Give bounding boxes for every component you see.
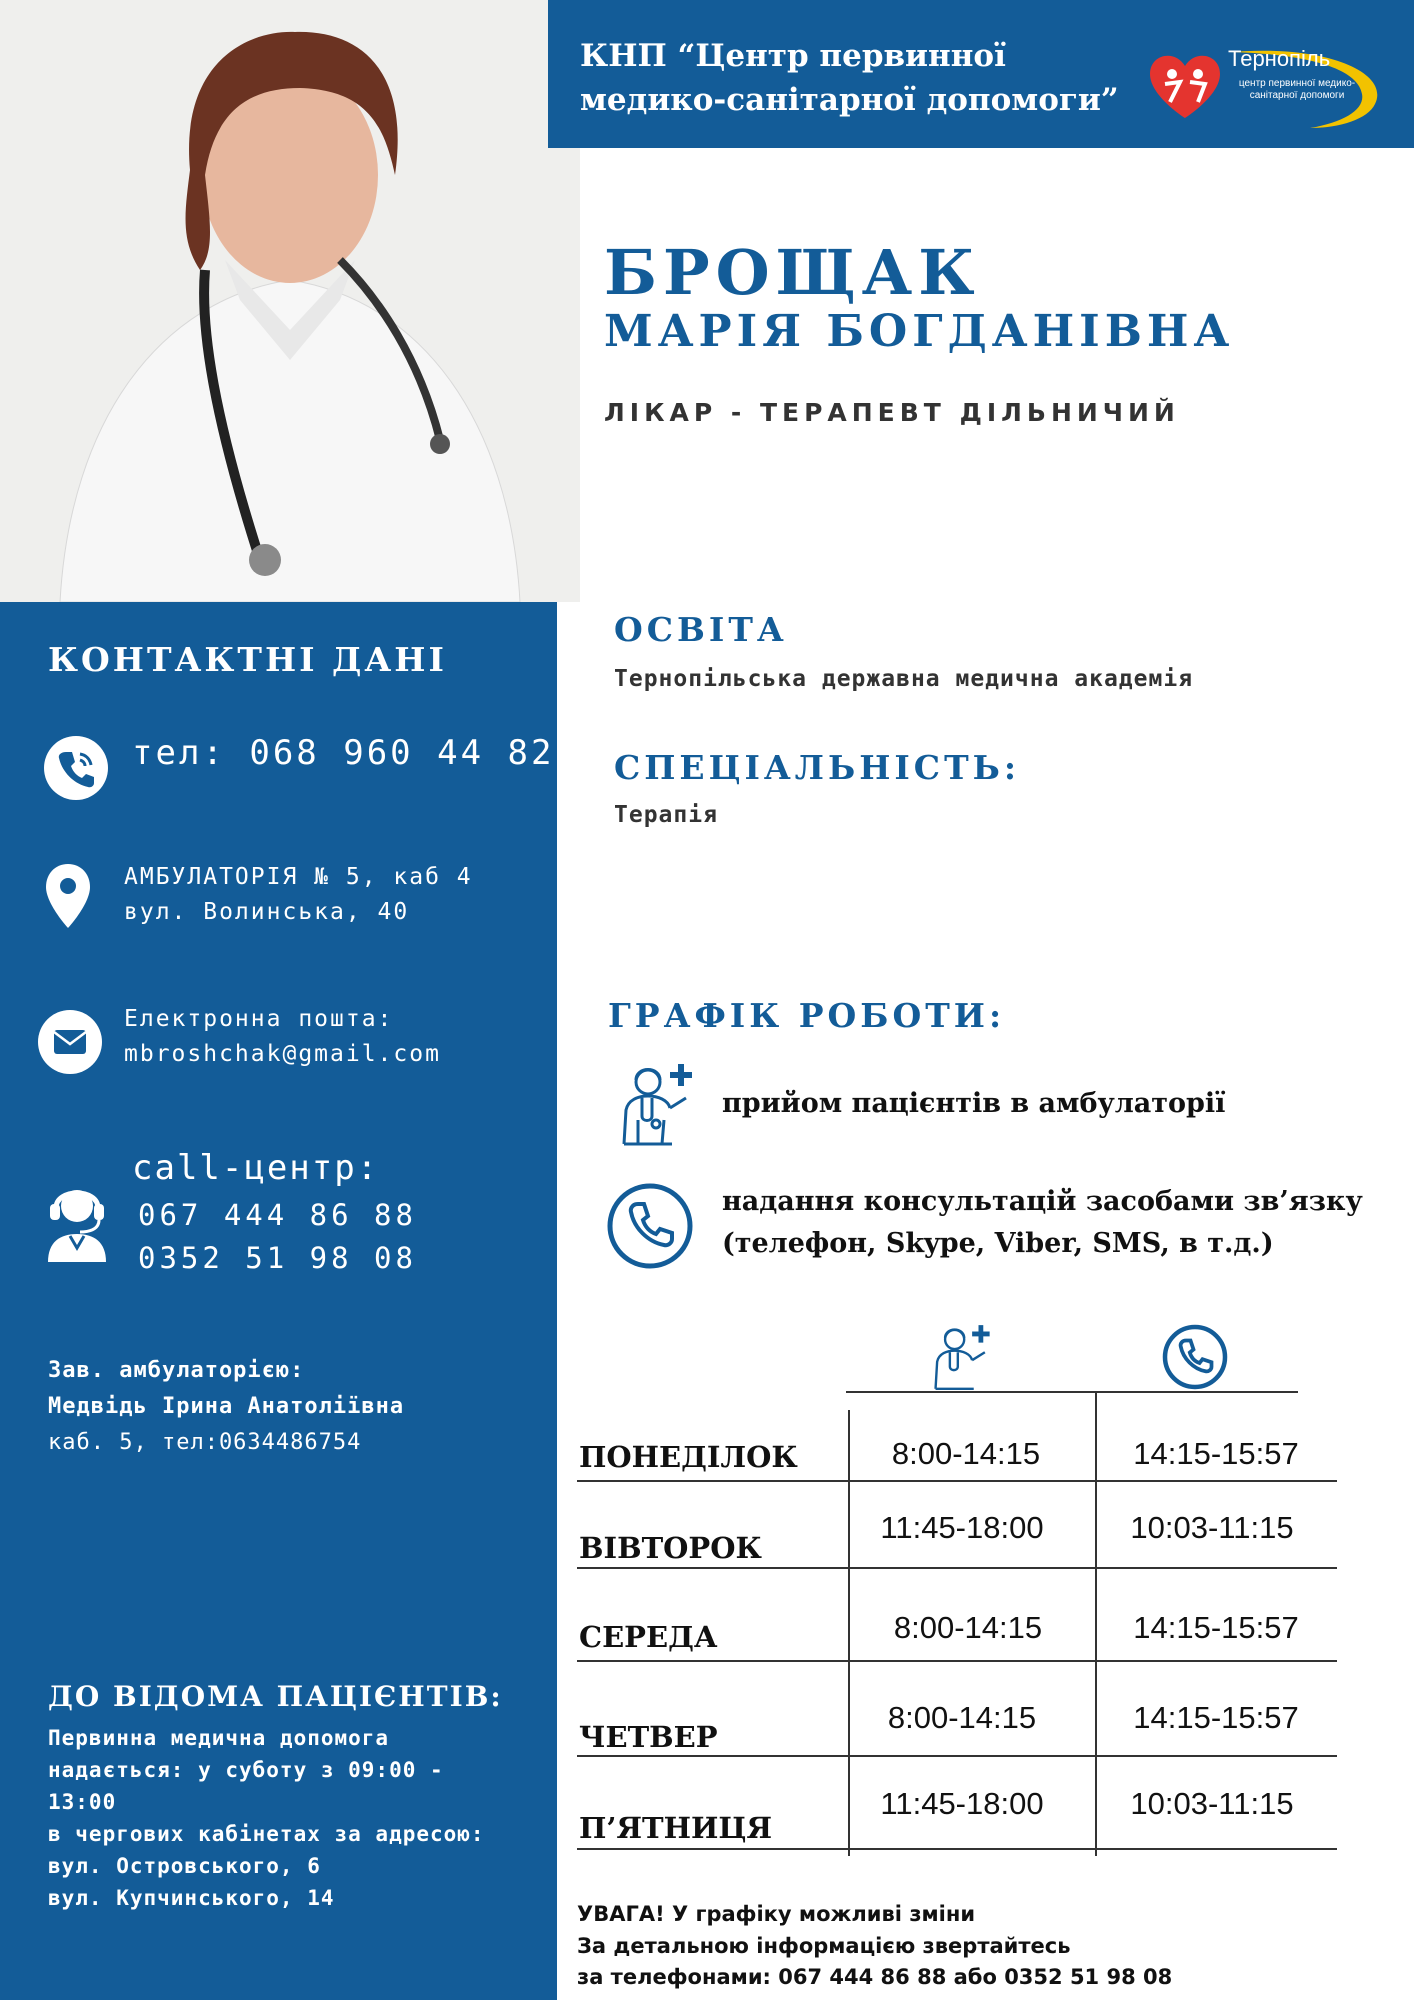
table-remote-column-icon	[1162, 1324, 1228, 1390]
phone-icon	[44, 736, 108, 800]
doctor-inperson-icon	[612, 1060, 700, 1148]
notice-line: надається: у суботу з 09:00 -	[48, 1758, 444, 1782]
schedule-inperson-time: 8:00-14:15	[891, 1436, 1041, 1471]
schedule-remote-time: 10:03-11:15	[1130, 1786, 1294, 1821]
call-center-title: call-центр:	[132, 1148, 380, 1188]
schedule-remote-time: 10:03-11:15	[1130, 1510, 1294, 1545]
email-icon	[38, 1010, 102, 1074]
warning-line2: За детальною інформацією звертайтесь	[577, 1934, 1071, 1958]
table-inperson-column-icon	[924, 1322, 998, 1392]
patient-notice-title: ДО ВІДОМА ПАЦІЄНТІВ:	[48, 1680, 503, 1713]
table-row-line	[577, 1660, 1337, 1662]
organization-name-line2: медико-санітарної допомоги”	[580, 82, 1119, 118]
email-label: Електронна пошта:	[124, 1006, 394, 1032]
phone-consultation-icon	[606, 1182, 694, 1270]
legend-remote-line2: (телефон, Skype, Viber, SMS, в т.д.)	[722, 1228, 1274, 1259]
table-row-line	[577, 1848, 1337, 1850]
organization-name	[580, 34, 1140, 122]
doctor-given-names: МАРІЯ БОГДАНІВНА	[604, 306, 1235, 357]
doctor-portrait-illustration	[0, 0, 580, 602]
notice-line: 13:00	[48, 1790, 117, 1814]
specialty-title: СПЕЦІАЛЬНІСТЬ:	[614, 748, 1021, 787]
schedule-title: ГРАФІК РОБОТИ:	[608, 996, 1006, 1035]
clinic-head-label: Зав. амбулаторією:	[48, 1358, 305, 1383]
table-row-line	[577, 1480, 1337, 1482]
specialty-value: Терапія	[614, 802, 718, 828]
schedule-day: ВІВТОРОК	[579, 1531, 762, 1565]
call-center-phone-2[interactable]: 0352 51 98 08	[138, 1241, 417, 1275]
doctor-position: ЛІКАР - ТЕРАПЕВТ ДІЛЬНИЧИЙ	[604, 398, 1180, 427]
schedule-day: СЕРЕДА	[579, 1620, 718, 1654]
notice-line: вул. Островського, 6	[48, 1854, 321, 1878]
schedule-inperson-time: 11:45-18:00	[880, 1786, 1044, 1821]
schedule-inperson-time: 11:45-18:00	[880, 1510, 1044, 1545]
clinic-head-name: Медвідь Ірина Анатоліївна	[48, 1394, 405, 1419]
schedule-day: ПОНЕДІЛОК	[579, 1440, 798, 1474]
education-title: ОСВІТА	[614, 610, 788, 649]
legend-inperson: прийом пацієнтів в амбулаторії	[722, 1088, 1226, 1119]
clinic-head-contact: каб. 5, тел:0634486754	[48, 1430, 362, 1455]
schedule-day: П’ЯТНИЦЯ	[579, 1811, 773, 1845]
warning-line3: за телефонами: 067 444 86 88 або 0352 51 98 08	[577, 1965, 1173, 1989]
doctor-photo	[0, 0, 580, 602]
schedule-remote-time: 14:15-15:57	[1133, 1436, 1299, 1471]
table-header-line	[846, 1391, 1298, 1393]
notice-line: Первинна медична допомога	[48, 1726, 390, 1750]
schedule-inperson-time: 8:00-14:15	[893, 1610, 1043, 1645]
schedule-remote-time: 14:15-15:57	[1133, 1700, 1299, 1735]
organization-name-line1: КНП “Центр первинної	[580, 38, 1006, 74]
call-center-operator-icon	[44, 1180, 110, 1264]
doctor-phone[interactable]: тел: 068 960 44 82	[132, 733, 555, 773]
call-center-phone-1[interactable]: 067 444 86 88	[138, 1198, 417, 1232]
legend-remote-line1: надання консультацій засобами зв’язку	[722, 1186, 1363, 1217]
address-line2: вул. Волинська, 40	[124, 899, 410, 925]
contacts-title: КОНТАКТНІ ДАНІ	[48, 640, 447, 679]
address-line1: АМБУЛАТОРІЯ № 5, каб 4	[124, 864, 473, 890]
notice-line: в чергових кабінетах за адресою:	[48, 1822, 485, 1846]
warning-line1: УВАГА! У графіку можливі зміни	[577, 1902, 976, 1926]
table-row-line	[577, 1755, 1337, 1757]
table-row-line	[577, 1567, 1337, 1569]
schedule-inperson-time: 8:00-14:15	[887, 1700, 1037, 1735]
email-address[interactable]: mbroshchak@gmail.com	[124, 1041, 441, 1067]
schedule-day: ЧЕТВЕР	[579, 1720, 718, 1754]
logo-subtitle: центр первинної медико-санітарної допомоги	[1238, 78, 1356, 101]
doctor-surname: БРОЩАК	[604, 236, 981, 309]
notice-line: вул. Купчинського, 14	[48, 1886, 335, 1910]
education-value: Тернопільська державна медична академія	[614, 666, 1194, 692]
schedule-remote-time: 14:15-15:57	[1133, 1610, 1299, 1645]
location-pin-icon	[44, 862, 92, 930]
logo-city-name: Тернопіль	[1228, 46, 1331, 71]
